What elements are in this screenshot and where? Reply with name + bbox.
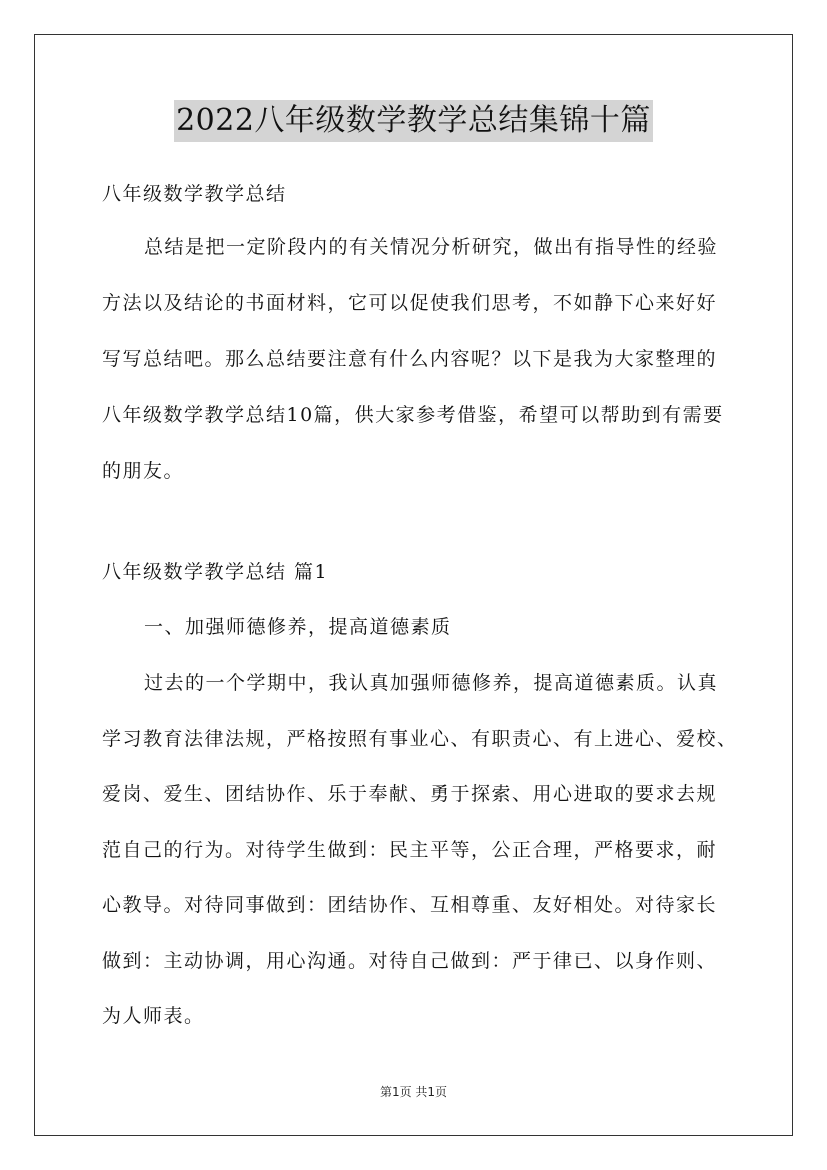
body-line: 为人师表。: [102, 1005, 205, 1027]
intro-line: 八年级数学教学总结10篇，供大家参考借鉴，希望可以帮助到有需要: [102, 404, 724, 426]
body-line: 学习教育法律法规，严格按照有事业心、有职责心、有上进心、爱校、: [102, 728, 738, 750]
body-line: 范自己的行为。对待学生做到：民主平等，公正合理，严格要求，耐: [102, 839, 718, 861]
body-line: 做到：主动协调，用心沟通。对待自己做到：严于律已、以身作则、: [102, 950, 718, 972]
body-line: 心教导。对待同事做到：团结协作、互相尊重、友好相处。对待家长: [102, 894, 718, 916]
subtitle: 八年级数学教学总结: [102, 183, 287, 205]
body-line: 过去的一个学期中，我认真加强师德修养，提高道德素质。认真: [144, 672, 719, 694]
section-heading: 八年级数学教学总结 篇1: [102, 561, 329, 583]
intro-line: 写写总结吧。那么总结要注意有什么内容呢？以下是我为大家整理的: [102, 348, 718, 370]
body-line: 爱岗、爱生、团结协作、乐于奉献、勇于探索、用心进取的要求去规: [102, 783, 718, 805]
intro-line: 的朋友。: [102, 460, 185, 482]
intro-line: 总结是把一定阶段内的有关情况分析研究，做出有指导性的经验: [144, 236, 719, 258]
intro-line: 方法以及结论的书面材料，它可以促使我们思考，不如静下心来好好: [102, 292, 718, 314]
title-container: [0, 100, 827, 142]
document-title: 2022八年级数学教学总结集锦十篇: [174, 100, 653, 142]
page-number: 第1页 共1页: [379, 1085, 448, 1099]
subheading: 一、加强师德修养，提高道德素质: [144, 616, 452, 638]
